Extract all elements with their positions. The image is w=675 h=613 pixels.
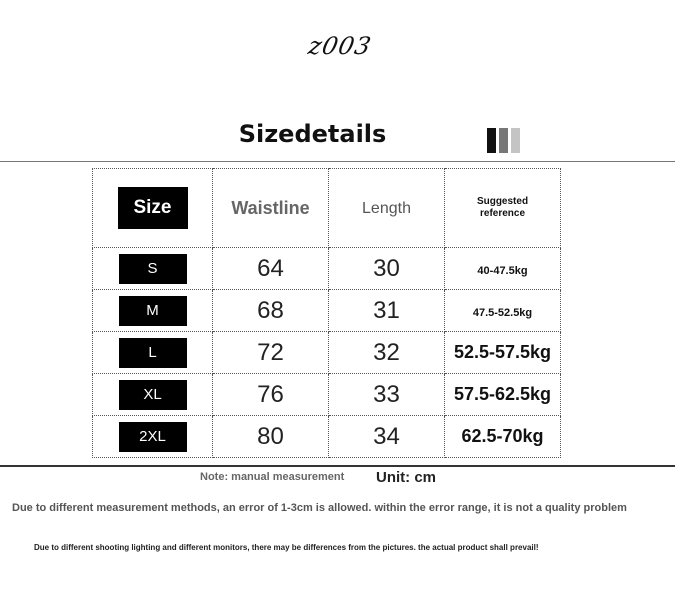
page-title: Sizedetails xyxy=(238,120,387,148)
reference-value: 52.5-57.5kg xyxy=(453,342,552,362)
reference-value: 47.5-52.5kg xyxy=(472,307,533,319)
lighting-disclaimer: Due to different shooting lighting and different monitors, there may be differences from the pictures. the actual product shall prevail! xyxy=(34,543,539,552)
length-value: 32 xyxy=(373,338,400,366)
length-value: 34 xyxy=(373,422,400,450)
header-length-cell xyxy=(329,169,445,248)
table-row xyxy=(93,290,561,332)
table-row xyxy=(93,416,561,458)
waistline-value: 64 xyxy=(257,254,284,282)
waistline-value: 76 xyxy=(257,380,284,408)
top-divider xyxy=(0,161,675,162)
table-header-row xyxy=(93,169,561,248)
measurement-disclaimer: Due to different measurement methods, an error of 1-3cm is allowed. within the error range, it is not a quality problem xyxy=(12,502,627,514)
header-reference-cell xyxy=(445,169,561,248)
color-swatches xyxy=(487,128,520,153)
color-swatch-dark xyxy=(487,128,496,153)
header-waistline: Waistline xyxy=(231,197,310,218)
waistline-value: 72 xyxy=(257,338,284,366)
table-row xyxy=(93,374,561,416)
table-row xyxy=(93,332,561,374)
waistline-value: 68 xyxy=(257,296,284,324)
bottom-divider xyxy=(0,465,675,467)
header-size: Size xyxy=(118,187,188,229)
reference-value: 40-47.5kg xyxy=(477,265,528,277)
header-waistline-cell xyxy=(213,169,329,248)
length-value: 30 xyxy=(373,254,400,282)
header-reference: Suggested reference xyxy=(476,196,529,219)
color-swatch-light xyxy=(511,128,520,153)
measurement-note: Note: manual measurement xyxy=(200,471,345,483)
size-table xyxy=(92,168,561,458)
size-label: L xyxy=(119,338,187,368)
length-value: 31 xyxy=(373,296,400,324)
size-label: S xyxy=(119,254,187,284)
product-code: z003 xyxy=(305,32,375,60)
size-label: 2XL xyxy=(119,422,187,452)
size-label: XL xyxy=(119,380,187,410)
header-length: Length xyxy=(362,200,411,217)
length-value: 33 xyxy=(373,380,400,408)
color-swatch-mid xyxy=(499,128,508,153)
reference-value: 62.5-70kg xyxy=(461,426,544,446)
table-row xyxy=(93,248,561,290)
reference-value: 57.5-62.5kg xyxy=(453,384,552,404)
waistline-value: 80 xyxy=(257,422,284,450)
header-size-cell xyxy=(93,169,213,248)
size-label: M xyxy=(119,296,187,326)
unit-label: Unit: cm xyxy=(376,469,436,486)
